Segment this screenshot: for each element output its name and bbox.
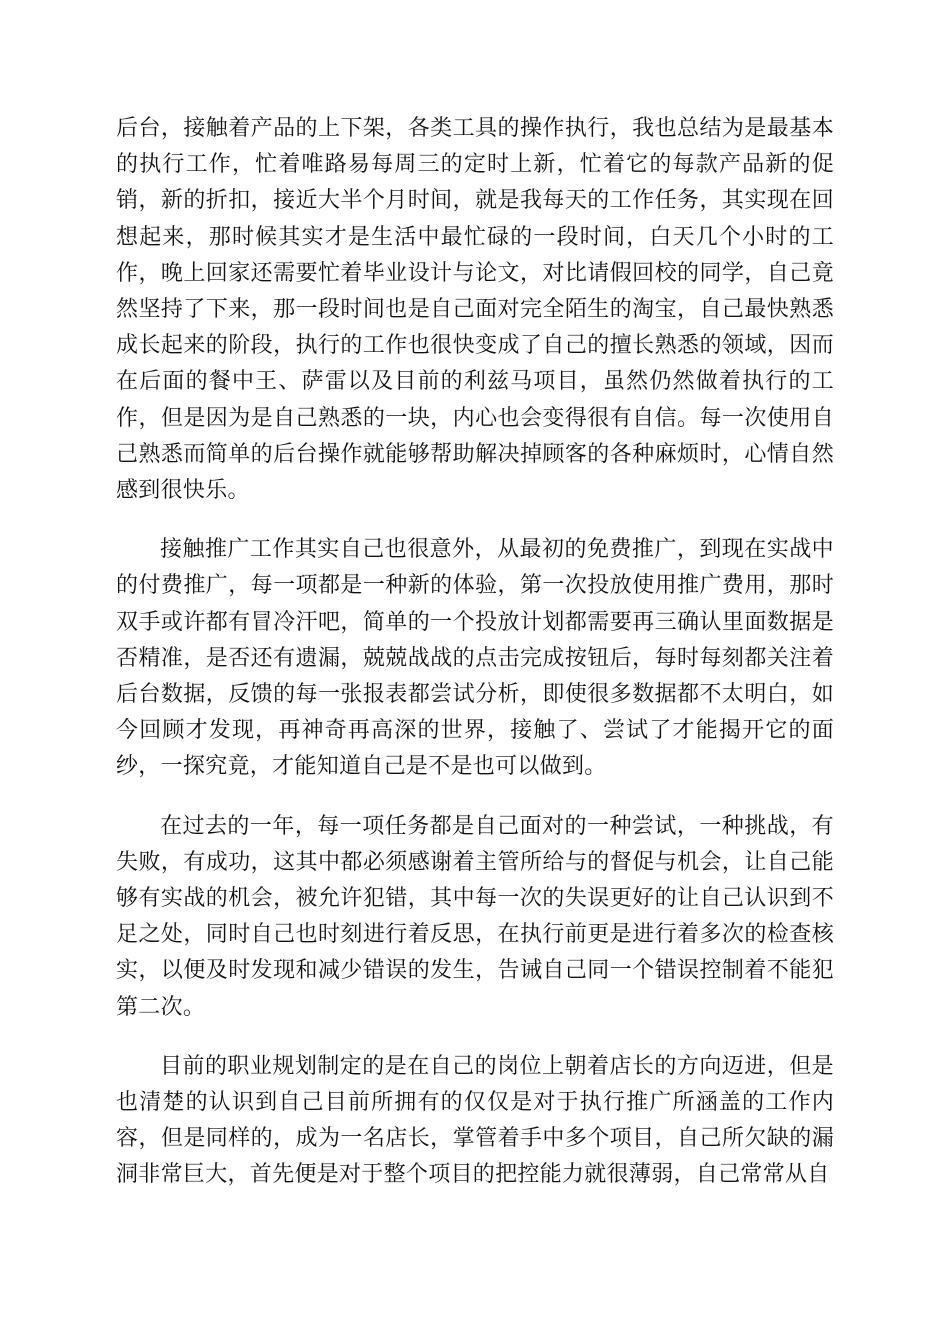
paragraph-3: 在过去的一年，每一项任务都是自己面对的一种尝试，一种挑战，有失败，有成功，这其中都必须感谢着主管所给与的督促与机会，让自己能够有实战的机会，被允许犯错，其中每一次的失误更好的让自己认识到不足之处，同时自己也时刻进行着反思，在执行前更是进行着多次的检查核实，以便及时发现和减少错误的发生，告诫自己同一个错误控制着不能犯第二次。 <box>116 813 834 1020</box>
paragraph-1: 后台，接触着产品的上下架，各类工具的操作执行，我也总结为是最基本的执行工作，忙着唯路易每周三的定时上新，忙着它的每款产品新的促销，新的折扣，接近大半个月时间，就是我每天的工作任务，其实现在回想起来，那时候其实才是生活中最忙碌的一段时间，白天几个小时的工作，晚上回家还需要忙着毕业设计与论文，对比请假回校的同学，自己竟然坚持了下来，那一段时间也是自己面对完全陌生的淘宝，自己最快熟悉成长起来的阶段，执行的工作也很快变成了自己的擅长熟悉的领域，因而在后面的餐中王、萨雷以及目前的利兹马项目，虽然仍然做着执行的工作，但是因为是自己熟悉的一块，内心也会变得很有自信。每一次使用自己熟悉而简单的后台操作就能够帮助解决掉顾客的各种麻烦时，心情自然感到很快乐。 <box>116 116 834 504</box>
paragraph-2: 接触推广工作其实自己也很意外，从最初的免费推广，到现在实战中的付费推广，每一项都是一种新的体验，第一次投放使用推广费用，那时双手或许都有冒冷汗吧，简单的一个投放计划都需要再三确认里面数据是否精准，是否还有遗漏，兢兢战战的点击完成按钮后，每时每刻都关注着后台数据，反馈的每一张报表都尝试分析，即使很多数据都不太明白，如今回顾才发现，再神奇再高深的世界，接触了、尝试了才能揭开它的面纱，一探究竟，才能知道自己是不是也可以做到。 <box>116 537 834 780</box>
paragraph-4: 目前的职业规划制定的是在自己的岗位上朝着店长的方向迈进，但是也清楚的认识到自己目前所拥有的仅仅是对于执行推广所涵盖的工作内容，但是同样的，成为一名店长，掌管着手中多个项目，自己所欠缺的漏洞非常巨大，首先便是对于整个项目的把控能力就很薄弱，自己常常从自 <box>116 1053 834 1188</box>
document-page <box>116 111 834 1217</box>
